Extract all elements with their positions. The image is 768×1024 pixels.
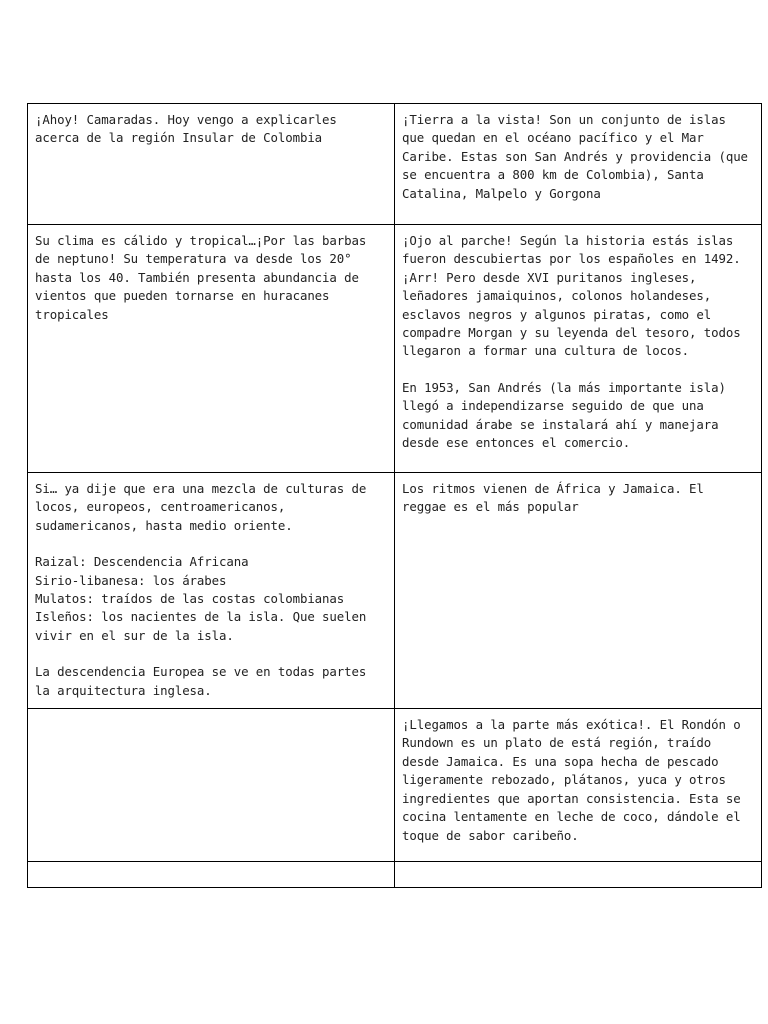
table-row	[28, 709, 762, 862]
paragraph: ¡Llegamos a la parte más exótica!. El Rondón o Rundown es un plato de está región, traído desde Jamaica. Es una sopa hecha de pescado ligeramente rebozado, plátanos, yuca y otros ingredientes que aportan consistencia. Esta se cocina lentamente en leche de coco, dándole el toque de sabor caribeño.	[402, 717, 741, 843]
paragraph: ¡Tierra a la vista! Son un conjunto de islas que quedan en el océano pacífico y el Mar Caribe. Estas son San Andrés y providencia (que se encuentra a 800 km de Colombia), Santa Catalina, Malpelo y Gorgona	[402, 112, 748, 201]
table-row	[28, 225, 762, 473]
paragraph: Si… ya dije que era una mezcla de culturas de locos, europeos, centroamericanos, sudamericanos, hasta medio oriente.	[35, 481, 367, 533]
table-cell-culture	[28, 473, 395, 709]
paragraph: Su clima es cálido y tropical…¡Por las barbas de neptuno! Su temperatura va desde los 20° hasta los 40. También presenta abundancia de vientos que pueden tornarse en huracanes tropicales	[35, 233, 367, 322]
table-cell-history	[395, 225, 762, 473]
paragraph: ¡Ahoy! Camaradas. Hoy vengo a explicarles acerca de la región Insular de Colombia	[35, 112, 337, 146]
table-cell-islands	[395, 104, 762, 225]
paragraph: ¡Ojo al parche! Según la historia estás islas fueron descubiertas por los españoles en 1492. ¡Arr! Pero desde XVI puritanos ingleses, leñadores jamaiquinos, colonos holandeses, esclavos negros y algunos piratas, como el compadre Morgan y su leyenda del tesoro, todos llegaron a formar una cultura de locos.	[402, 233, 741, 359]
table-row	[28, 473, 762, 709]
paragraph: Raizal: Descendencia Africana Sirio-libanesa: los árabes Mulatos: traídos de las costas colombianas Isleños: los nacientes de la isla. Que suelen vivir en el sur de la isla.	[35, 554, 367, 643]
table-row	[28, 104, 762, 225]
table-row	[28, 862, 762, 888]
paragraph: Los ritmos vienen de África y Jamaica. El reggae es el más popular	[402, 481, 704, 515]
table-cell-music	[395, 473, 762, 709]
paragraph: En 1953, San Andrés (la más importante isla) llegó a independizarse seguido de que una comunidad árabe se instalará ahí y manejara desde ese entonces el comercio.	[402, 379, 726, 451]
table-cell-empty	[28, 709, 395, 862]
content-table	[27, 103, 762, 888]
table-cell-intro	[28, 104, 395, 225]
table-cell-climate	[28, 225, 395, 473]
table-cell-empty	[28, 862, 395, 888]
paragraph: La descendencia Europea se ve en todas partes la arquitectura inglesa.	[35, 664, 367, 698]
table-cell-food	[395, 709, 762, 862]
table-cell-empty	[395, 862, 762, 888]
